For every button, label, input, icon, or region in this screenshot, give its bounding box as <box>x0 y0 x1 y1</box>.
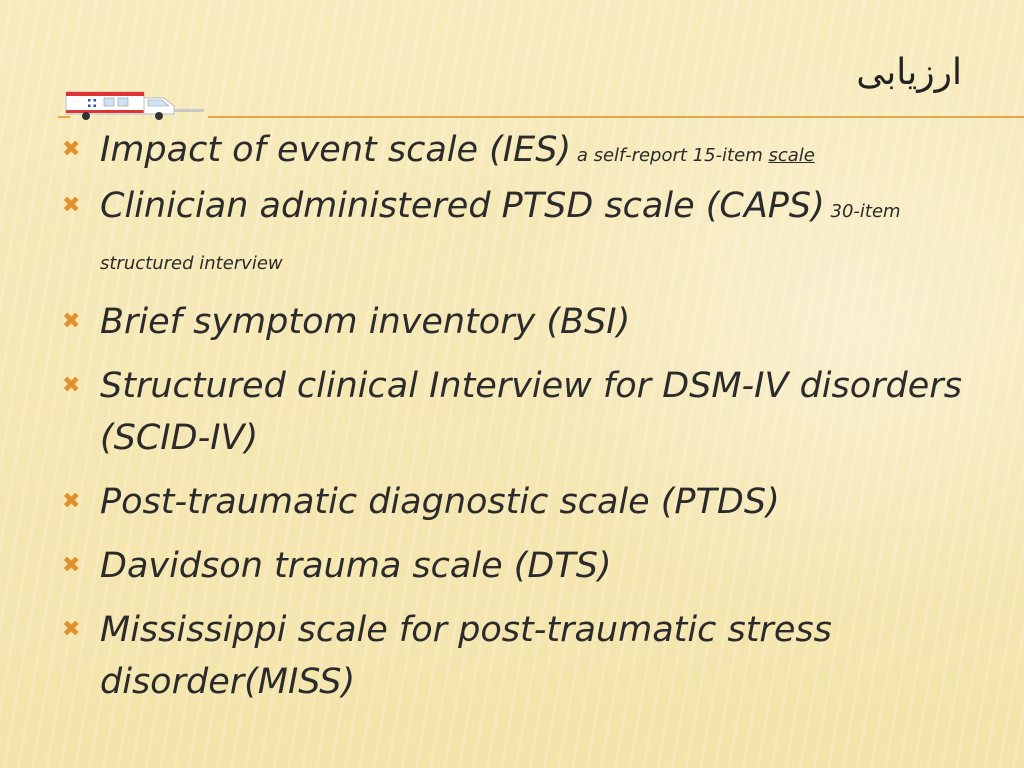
item-text: Davidson trauma scale (DTS) <box>100 546 612 586</box>
list-item <box>62 476 962 528</box>
item-note: 30-item structured interview <box>100 201 901 274</box>
bullet-x-icon: ✖ <box>62 489 81 514</box>
scale-link[interactable]: scale <box>768 145 815 166</box>
bullet-x-icon: ✖ <box>62 193 81 218</box>
item-note: a self-report 15-item <box>571 145 769 166</box>
ambulance-icon <box>64 88 208 122</box>
list-item <box>62 296 962 348</box>
bullet-x-icon: ✖ <box>62 309 81 334</box>
item-text: Brief symptom inventory (BSI) <box>100 302 631 342</box>
bullet-list <box>62 124 962 720</box>
list-item <box>62 360 962 464</box>
slide-title: ارزیابی <box>856 52 962 93</box>
list-item <box>62 124 962 176</box>
title-rule <box>208 116 1024 118</box>
bullet-x-icon: ✖ <box>62 617 81 642</box>
bullet-x-icon: ✖ <box>62 137 81 162</box>
bullet-x-icon: ✖ <box>62 553 81 578</box>
list-item <box>62 540 962 592</box>
list-item <box>62 180 962 284</box>
bullet-x-icon: ✖ <box>62 373 81 398</box>
item-text: Clinician administered PTSD scale (CAPS) <box>100 186 825 226</box>
item-text: Structured clinical Interview for DSM-IV disorders (SCID-IV) <box>100 366 962 458</box>
item-text: Post-traumatic diagnostic scale (PTDS) <box>100 482 780 522</box>
item-text: Mississippi scale for post-traumatic stress disorder(MISS) <box>100 610 832 702</box>
item-text: Impact of event scale (IES) <box>100 130 572 170</box>
list-item <box>62 604 962 708</box>
